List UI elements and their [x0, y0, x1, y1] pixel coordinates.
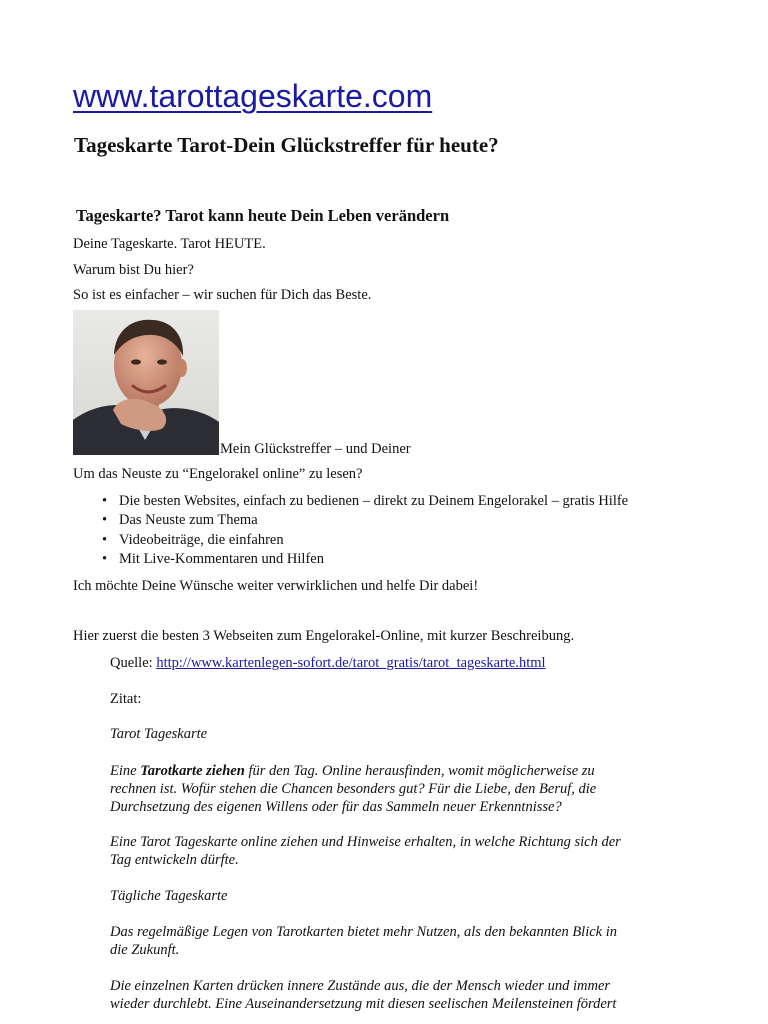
source-label: Quelle: [110, 655, 157, 671]
list-item: • Videobeiträge, die einfahren [73, 531, 628, 550]
intro-line-1: Deine Tageskarte. Tarot HEUTE. [73, 236, 266, 252]
bullet-icon: • [102, 493, 108, 509]
list-item: • Die besten Websites, einfach zu bedienen – direkt zu Deinem Engelorakel – gratis Hilfe [73, 492, 628, 511]
quote-paragraph-2: Eine Tarot Tageskarte online ziehen und Hinweise erhalten, in welche Richtung sich der Tag entwickeln dürfte. [110, 834, 621, 868]
bullet-icon: • [102, 550, 108, 567]
bullet-icon: • [102, 512, 108, 529]
quote-subheading-2: Tägliche Tageskarte [110, 888, 228, 904]
feature-list [73, 492, 628, 569]
intro-line-3: So ist es einfacher – wir suchen für Dich das Beste. [73, 287, 372, 303]
source-line [110, 654, 665, 672]
list-item: • Das Neuste zum Thema [73, 511, 628, 530]
question-line: Um das Neuste zu “Engelorakel online” zu lesen? [73, 466, 363, 482]
closing-line: Ich möchte Deine Wünsche weiter verwirklichen und helfe Dir dabei! [73, 578, 479, 594]
bullet-icon: • [102, 531, 108, 548]
author-photo [73, 310, 219, 455]
bold-phrase: Tarotkarte ziehen [140, 763, 245, 779]
section-heading: Tageskarte? Tarot kann heute Dein Leben verändern [76, 206, 450, 225]
sites-intro-line: Hier zuerst die besten 3 Webseiten zum Engelorakel-Online, mit kurzer Beschreibung. [73, 628, 575, 644]
quote-paragraph-3: Das regelmäßige Legen von Tarotkarten bietet mehr Nutzen, als den bekannten Blick in die Zukunft. [110, 924, 618, 958]
photo-caption: Mein Glückstreffer – und Deiner [220, 441, 411, 457]
intro-line-2: Warum bist Du hier? [73, 262, 194, 278]
source-link[interactable]: http://www.kartenlegen-sofort.de/tarot_gratis/tarot_tageskarte.html [156, 655, 546, 671]
site-url-link[interactable]: www.tarottageskarte.com [73, 78, 433, 114]
quote-paragraph-1: Eine Tarotkarte ziehen für den Tag. Online herausfinden, womit möglicherweise zu rechnen ist. Wofür stehen die Chancen besonders gut? Für die Liebe, den Beruf, die Durchsetzung des eigenen Willens oder für das Sammeln neuer Erkenntnisse? [110, 763, 597, 815]
page-title: Tageskarte Tarot-Dein Glückstreffer für heute? [74, 133, 499, 157]
quote-subheading-1: Tarot Tageskarte [110, 726, 208, 742]
zitat-label: Zitat: [110, 691, 142, 707]
quote-paragraph-4: Die einzelnen Karten drücken innere Zustände aus, die der Mensch wieder und immer wieder durchlebt. Eine Auseinandersetzung mit diesen seelischen Meilensteinen fördert [110, 978, 617, 1012]
list-item: • Mit Live-Kommentaren und Hilfen [73, 550, 628, 569]
